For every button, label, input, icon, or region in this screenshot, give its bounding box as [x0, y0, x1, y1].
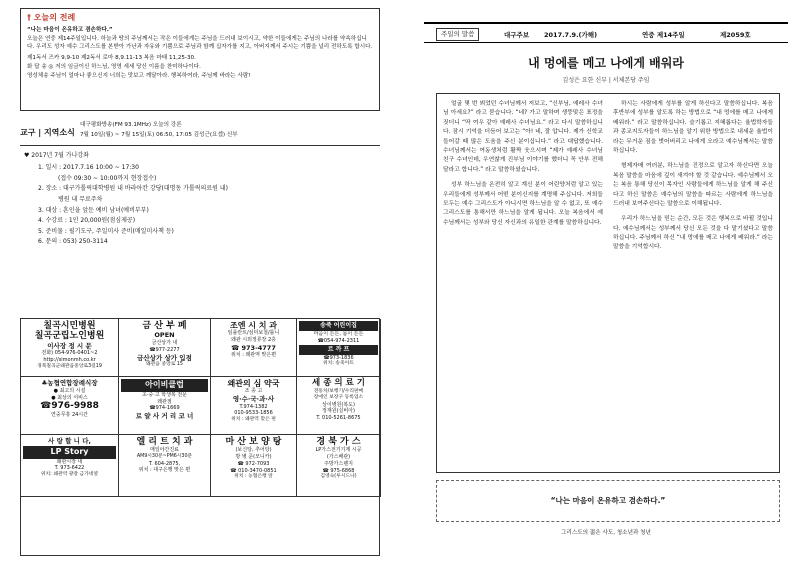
liturgy-box — [20, 8, 380, 111]
ad-line: ☎ 975-6868 — [322, 467, 355, 474]
readings-list — [27, 55, 373, 80]
liturgy-intro: 오늘은 연중 제14주일입니다. 하늘과 땅의 주님께서는 작은 이들에게는 주님을 드러내 보이시고, 약한 이들에게는 주님의 나라를 약속하십니다. 우리도 성자 예수 그리스도를 본받아 가난과 자유와 기쁨으로 주님과 함께 십자가를 지고, 아버지께서 주시는 기쁨을 널리 전하도록 합시다. — [27, 36, 373, 50]
sermon-title: 내 멍에를 메고 나에게 배워라 — [528, 56, 684, 70]
course-item: (접수 09:30 ~ 10:00까지 현장접수) — [58, 174, 157, 182]
sermon-paragraph: 성부 하느님을 온전히 알고 계신 분이 어린양처럼 알고 있는 우리들에게 성부께서 어떤 분이신지를 계명해 주십니다. 저희들 모두는 예수 그리스도가 아니시면 하느님을 알 수 없고, 또 예수 그리스도를 통해서만 하느님을 알게 됩니다. 오늘 복음에서 예수님께서는 성부와 당신 자신과의 유일한 관계를 말씀하십니다. — [443, 182, 603, 226]
ad-line: 위치: 송죽아트 — [323, 361, 354, 367]
ad-line: LP가스전기기계 시공 — [315, 447, 362, 454]
ad-line: 로 얄 사 거 리 코 너 — [135, 412, 194, 421]
ad-cell — [21, 435, 119, 497]
ad-line: 위치 : 대구은행 맞은 편 — [138, 467, 191, 474]
ad-line: ☎973-1836 — [323, 354, 354, 361]
ad-line: 전화) 054-976-0401~2 — [41, 350, 98, 357]
ad-line: 010-9533-1856 — [234, 410, 273, 417]
ad-cell — [119, 377, 211, 435]
ad-line: T. 604-2875, — [148, 460, 181, 467]
news-body — [20, 146, 380, 255]
ad-line: 영·수·국·과·사 — [232, 394, 275, 403]
right-page — [424, 0, 788, 560]
ad-line: ☎977-2277 — [149, 346, 180, 353]
sermon-tag: 주일의 말씀 — [436, 28, 479, 41]
ad-line: 연중무휴 24시간 — [51, 411, 88, 418]
ad-line: 위치 : 농협은행 앞 — [234, 474, 273, 480]
ad-title: 경 북 가 스 — [316, 437, 361, 447]
ad-line: ☎ 010-3470-0851 — [230, 467, 277, 474]
ad-line: 상이병원(복도) — [322, 401, 355, 408]
ad-cell — [297, 435, 381, 497]
news-section — [20, 118, 380, 290]
ad-title: 엘 리 트 치 과 — [136, 437, 193, 447]
course-item: 2. 장소 : 대구가톨릭대학병원 내 바라아칸 강당(대명동 가톨릭의료원 내) — [38, 185, 228, 193]
course-item: 6. 문의 : 053) 250-3114 — [38, 238, 108, 246]
reading-line: 영성체송 주님이 얼마나 좋으신지 너희는 맛보고 깨달아라. 행복하여라, 주님께 바라는 사람! — [27, 72, 251, 79]
ads-grid — [20, 318, 380, 556]
liturgy-title: † 오늘의 전례 — [27, 13, 76, 22]
ad-line: 장애인 보장구 등록업소 — [313, 395, 364, 401]
ad-line: 금산상가 내 — [151, 340, 178, 347]
course-item: 4. 수강료 : 1인 20,000원(점심제공) — [38, 217, 136, 225]
ad-line: OPEN — [154, 331, 175, 340]
ad-line: T. 973-6422 — [54, 465, 85, 472]
ad-cell — [211, 377, 297, 435]
quote-box: “나는 마음이 온유하고 겸손하다.” — [436, 480, 780, 522]
course-item: 1. 일시 : 2017.7.16 10:00 ~ 17:30 — [38, 164, 139, 172]
ad-title: 마 산 보 양 탕 — [225, 437, 282, 447]
ad-subtitle: 칠곡군립노인병원 — [34, 331, 105, 342]
liturgy-verse: “나는 마음이 온유하고 겸손하다.” — [27, 26, 113, 33]
ad-cell — [211, 319, 297, 377]
ad-line: 마음이 튼튼, 몸이 튼튼 — [313, 331, 364, 338]
page-caption: 그리스도의 젊은 사도, 청소년과 청년 — [561, 530, 651, 536]
sermon-author: 김성은 요한 신부 | 서체본당 주임 — [562, 77, 650, 84]
sermon-column-left — [443, 100, 603, 466]
ad-line: 주방가스렌지 — [324, 460, 353, 467]
header-rule — [424, 22, 788, 24]
ad-line: ☎ 972-7093 — [237, 460, 270, 467]
ad-line: 경북칠곡군왜관읍중앙로3길19 — [37, 363, 102, 369]
course-item: 5. 준비물 : 필기도구, 주일미사 준비(매일미사책 등) — [38, 227, 174, 235]
ad-line: 이사장 정 시 문 — [47, 341, 92, 350]
ad-line: 왜관점 — [157, 398, 172, 405]
ad-title: 세 종 의 료 기 — [312, 378, 365, 388]
ad-cell — [297, 377, 381, 435]
ad-title: 왜관의 심 약국 — [227, 379, 280, 388]
ad-line: 위치: 왜관역 광장 금가네옆 — [40, 472, 99, 478]
news-label: 교구 | 지역소식 — [20, 128, 75, 137]
course-item: 병원 내 무료주차 — [58, 195, 103, 203]
ad-cell — [119, 435, 211, 497]
ad-title: 금 산 부 페 — [142, 321, 187, 331]
ad-line: ☎ 973-4777 — [231, 343, 276, 352]
ad-title: ♣농협연합장례식장 — [41, 379, 98, 387]
ad-line: (보신탕, 추어탕) — [235, 447, 272, 454]
bulletin-date: 2017.7.9.(가해) — [544, 31, 598, 39]
ad-line: 초·중·고 학생복 전문 — [142, 391, 187, 398]
ad-line: T.974-1382 — [239, 403, 268, 410]
ad-line: 르 까 프 — [299, 345, 378, 355]
ad-line: (가스배관) — [326, 454, 351, 461]
ad-line: 정재원(실비아) — [322, 408, 355, 415]
broadcast-time: 7월 10일(월) ~ 7월 15일(토) 06:50, 17:05 김성근(요셉) 신부 — [80, 131, 238, 138]
reading-line: 제1독서 즈카 9,9-10 제2독서 로마 8,9.11-13 복음 마태 11,25-30. — [27, 55, 196, 62]
ad-line: 위치 : 왜관역 맞은편 — [230, 352, 277, 359]
ad-line: 전동차/보행기/수리판매 — [313, 388, 364, 394]
sermon-column-right — [613, 100, 773, 466]
news-header — [20, 118, 380, 146]
ad-title: 조엔 시 치 과 — [230, 321, 277, 330]
diocese-name: 대구주보 — [504, 31, 530, 39]
sermon-paragraph: 하시는 사람에게 성부를 알게 하신다고 말씀하십니다. 복음 후반부에 성부를 알도록 하는 방법으로 “내 멍에를 메고 나에게 배워라.” 라고 말씀하십니다. 슬기롭고 지혜롭다는 율법학자들과 종교지도자들이 하느님을 알기 위한 방법으로 내세운 율법이라는 무거운 짐을 벗어버리고 나에게 오라고 예수님께서는 말씀하십니다. — [613, 101, 773, 154]
ad-line: ● 최고의 시설 — [53, 387, 86, 394]
sermon-paragraph: 우리가 하느님을 믿는 순간, 모든 것은 행복으로 바뀔 것입니다. 예수님께서는 성부께서 당신 모든 것을 다 맡기셨다고 말씀하십니다. 주님께서 하신 “내 멍에를 메고 나에게 배워라.” 라는 말씀을 기억합시다. — [613, 216, 773, 251]
ad-cell — [297, 319, 381, 377]
ad-line: 위치 : 왜관역 맞은 편 — [231, 417, 276, 423]
ad-line: 조 종 고 — [244, 388, 263, 395]
ad-line: ● 최상의 서비스 — [51, 394, 88, 401]
liturgical-sunday: 연중 제14주일 — [642, 31, 685, 39]
ad-title: 아이비클럽 — [121, 379, 208, 392]
ad-line: T. 010-5261-8675 — [316, 415, 361, 422]
ad-title: 송죽 어린이집 — [299, 321, 378, 331]
ad-line: ☎054-974-2311 — [317, 337, 360, 344]
ad-line: LP Story — [23, 446, 116, 459]
ad-title: 사 랑 할 니 다, — [48, 437, 91, 445]
ad-line: ☎976-9988 — [40, 401, 99, 412]
ad-line: 왜관읍 중앙로 15 — [146, 362, 183, 368]
ad-line: 매일야간진료 — [150, 447, 179, 454]
ad-line: 김영숙(루시드나) — [320, 474, 357, 480]
ad-line: http://simonmh.co.kr — [43, 357, 96, 364]
ad-title: 칠곡시민병원 — [43, 321, 96, 331]
ad-cell — [119, 319, 211, 377]
ad-cell — [21, 377, 119, 435]
ad-line: 방 병 준(모니카) — [235, 454, 272, 461]
ad-line: 왜관 시외정류장 2층 — [230, 336, 276, 343]
left-page — [20, 0, 380, 560]
ad-cell — [211, 435, 297, 497]
course-header: ♥ 2017년 7월 가나강좌 — [24, 152, 89, 160]
ad-line: AM9시30분~PM6시30분 — [136, 454, 193, 460]
sermon-body — [436, 93, 780, 473]
header-rule — [424, 42, 788, 43]
reading-line: 화 답 송 ◎ 저의 임금이신 하느님, 영영 세세 당신 이름을 찬미하나이다. — [27, 63, 201, 70]
ad-line: 금산상가 상가 입점 — [137, 353, 192, 362]
issue-number: 제2059호 — [720, 31, 751, 39]
sermon-paragraph: 얼굴 몇 번 뵈었던 수녀님께서 저보고, “신부님, 예레사 수녀님 아세요?” 라고 묻습니다. “네? 가고 말하며 생뚱맞은 표정을 짓더니 “딱 여우 같아 예레사 수녀님요.” 라고 다시 말씀하십니다. 잠시 기억을 더듬어 보고는 “아! 네, 잘 압니다. 제가 신학교 들어갈 때 많은 도움을 주신 분이십니다.” 라고 대답했습니다. 수녀님께서는 여동생처럼 활짝 웃으시며 “제가 예레사 수녀님 친구 수녀인데, 우연찮게 진부님 이야기를 했더니 꼭 안부 전해달라고 합니다.” 라고 말씀하셨습니다. — [443, 101, 603, 173]
ad-line: ☎974-1669 — [149, 405, 180, 412]
ad-cell — [21, 319, 119, 377]
course-item: 3. 대상 : 혼인을 앞둔 예비 남녀(예비부부) — [38, 206, 149, 214]
broadcast-name: 대구평화방송(FM 93.1MHz) 오늘의 강론 — [80, 122, 182, 128]
sermon-paragraph: 형제자매 여러분, 하느님을 진정으로 알고자 하신다면 오늘 복음 말씀을 마음에 깊이 새겨야 할 것 같습니다. 예수님께서 오는 복음 통해 당신이 목자인 사람들에게 하느님을 알게 해 주신다고 하신 말씀은 예수님의 말씀을 따르는 사람에게 하느님을 드러내 보여주신다는 말씀으로 이해됩니다. — [613, 163, 773, 207]
broadcast-info — [80, 118, 238, 141]
ad-line: 왜관시장 내 — [56, 458, 83, 465]
ad-line: 임플란트/심미보철/틀니 — [227, 330, 280, 337]
